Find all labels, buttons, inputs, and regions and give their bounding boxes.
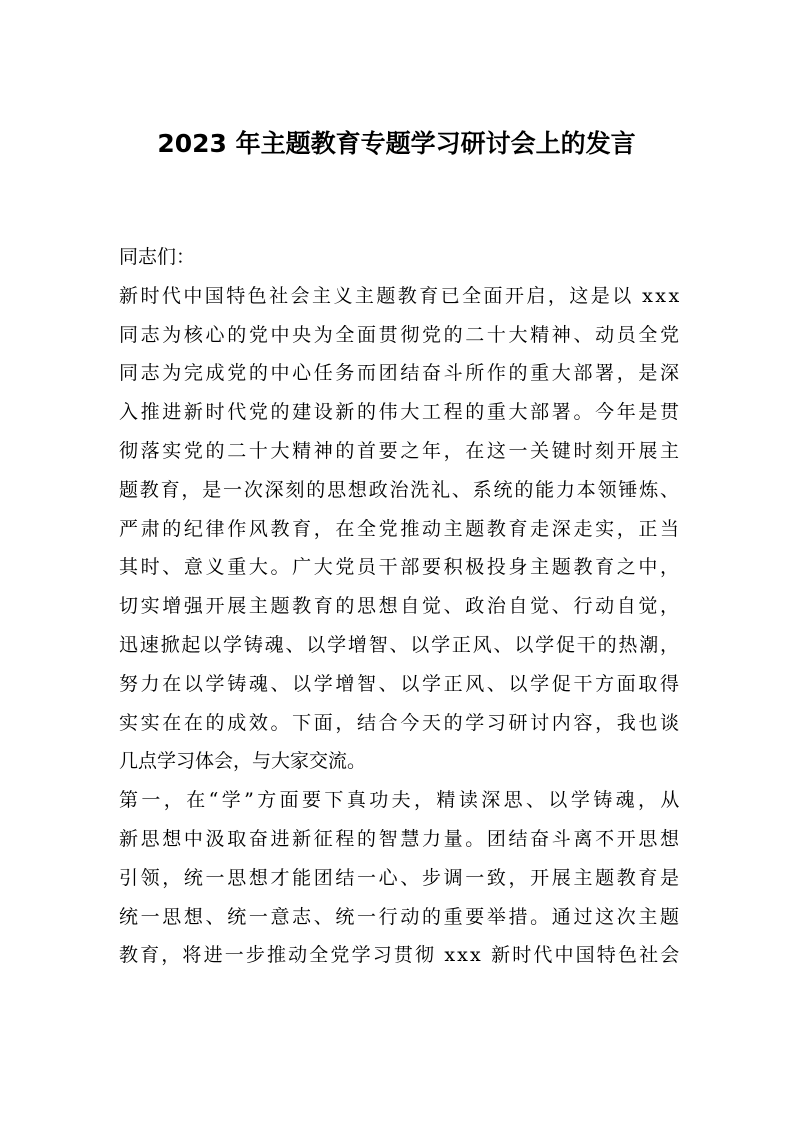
paragraph-line [119, 626, 679, 665]
paragraph-line [119, 859, 682, 898]
line-text: 统一思想、统一意志、统一行动的重要举措。通过这次主题 [119, 905, 682, 928]
line-text: 新时代中国特色社会主义主题教育已全面开启，这是以 xxx [119, 284, 682, 307]
paragraph-line [119, 898, 682, 937]
paragraph-line [119, 277, 682, 316]
line-text: 努力在以学铸魂、以学增智、以学正风、以学促干方面取得 [119, 672, 682, 695]
paragraph-line [119, 354, 682, 393]
greeting-text: 同志们： [119, 246, 196, 268]
paragraph-line [119, 820, 682, 859]
paragraph-line [119, 665, 682, 704]
document-title: 2023 年主题教育专题学习研讨会上的发言 [157, 129, 636, 158]
line-text: 切实增强开展主题教育的思想自觉、政治自觉、行动自觉， [119, 595, 682, 618]
line-text: 同志为完成党的中心任务而团结奋斗所作的重大部署，是深 [119, 362, 682, 385]
paragraph-line [119, 393, 682, 432]
paragraph-line [119, 432, 682, 471]
paragraph-1 [119, 277, 682, 781]
line-text: 第一，在“学”方面要下真功夫，精读深思、以学铸魂，从 [119, 789, 683, 812]
line-text: 迅速掀起以学铸魂、以学增智、以学正风、以学促干的热潮， [119, 633, 681, 656]
line-text: 彻落实党的二十大精神的首要之年，在这一关键时刻开展主 [119, 439, 682, 462]
document-body [119, 238, 683, 975]
paragraph-line [119, 548, 682, 587]
paragraph-line [119, 936, 682, 975]
line-text: 同志为核心的党中央为全面贯彻党的二十大精神、动员全党 [119, 323, 682, 346]
line-text: 新思想中汲取奋进新征程的智慧力量。团结奋斗离不开思想 [119, 827, 682, 850]
line-text: 引领，统一思想才能团结一心、步调一致，开展主题教育是 [119, 866, 682, 889]
paragraph-line [119, 742, 679, 781]
line-text: 入推进新时代党的建设新的伟大工程的重大部署。今年是贯 [119, 401, 682, 424]
line-text: 题教育，是一次深刻的思想政治洗礼、系统的能力本领锤炼、 [119, 478, 681, 501]
line-text: 实实在在的成效。下面，结合今天的学习研讨内容，我也谈 [119, 711, 682, 734]
paragraph-line [119, 704, 682, 743]
paragraph-2 [119, 781, 683, 975]
paragraph-line [119, 781, 683, 820]
greeting-line [119, 238, 679, 277]
paragraph-line [119, 471, 679, 510]
line-text: 教育，将进一步推动全党学习贯彻 xxx 新时代中国特色社会 [119, 944, 682, 967]
line-text: 其时、意义重大。广大党员干部要积极投身主题教育之中， [119, 556, 682, 579]
line-text: 严肃的纪律作风教育，在全党推动主题教育走深走实，正当 [119, 517, 682, 540]
line-text: 几点学习体会，与大家交流。 [119, 750, 367, 773]
paragraph-line [119, 510, 682, 549]
paragraph-line [119, 587, 682, 626]
paragraph-line [119, 316, 682, 355]
